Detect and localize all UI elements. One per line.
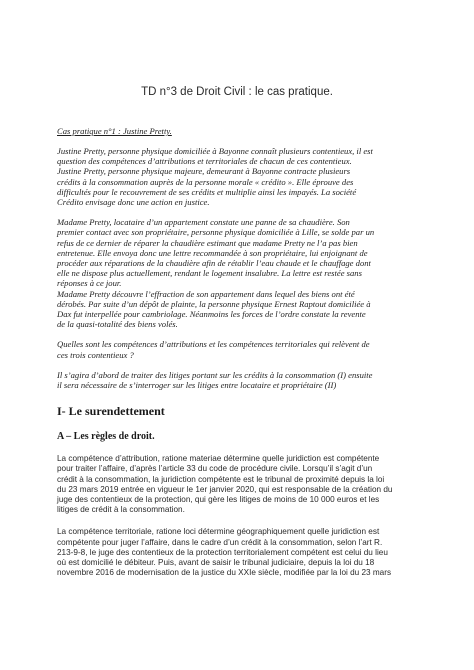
case-heading: Cas pratique n°1 : Justine Pretty. bbox=[57, 126, 172, 136]
document-title: TD n°3 de Droit Civil : le cas pratique. bbox=[141, 86, 333, 98]
case-text bbox=[57, 146, 417, 390]
text-line: réponses à ce jour. bbox=[57, 278, 122, 289]
text-line: question des compétences d’attributions et territoriales de chacun de ces contentieux. bbox=[57, 156, 352, 167]
text-line: difficultés pour le recouvrement de ses crédits et multiplie ainsi les impayés. La société bbox=[57, 186, 357, 197]
case-paragraph bbox=[57, 370, 417, 390]
text-line: refus de ce dernier de réparer la chaudière estimant que madame Pretty ne l’a pas bien bbox=[57, 237, 358, 248]
subsection-heading: A – Les règles de droit. bbox=[57, 431, 155, 443]
text-line: procéder aux réparations de la chaudière afin de rétablir l’eau chaude et le chauffage dont bbox=[57, 258, 371, 269]
text-line: litiges de crédit à la consommation. bbox=[57, 505, 185, 515]
text-line: Il s’agira d’abord de traiter des litiges portant sur les crédits à la consommation (I) ensuite bbox=[57, 369, 373, 380]
text-line: de la quasi-totalité des biens volés. bbox=[57, 319, 178, 330]
section-heading: I- Le surendettement bbox=[57, 404, 165, 419]
text-line: compétente pour juger l’affaire, dans le cadre d’un crédit à la consommation, selon l’art R. bbox=[57, 537, 383, 547]
text-line: premier contact avec son propriétaire, personne physique domiciliée à Lille, se solde par un bbox=[57, 227, 375, 238]
text-line: La compétence d’attribution, ratione materiae détermine quelle juridiction est compétente bbox=[57, 454, 380, 464]
text-line: Crédito envisage donc une action en justice. bbox=[57, 197, 210, 208]
text-line: Justine Pretty, personne physique majeure, demeurant à Bayonne contracte plusieurs bbox=[57, 166, 351, 177]
text-line: Dax fut interpellée pour cambriolage. Néanmoins les forces de l’ordre constate la revente bbox=[57, 309, 366, 320]
text-line: crédit à la consommation, la juridiction compétente est le tribunal de proximité depuis la loi bbox=[57, 474, 385, 484]
text-line: La compétence territoriale, ratione loci détermine géographiquement quelle juridiction est bbox=[57, 527, 380, 537]
text-line: Justine Pretty, personne physique domiciliée à Bayonne connaît plusieurs contentieux, il est bbox=[57, 146, 373, 156]
text-line: entretenue. Elle envoya donc une lettre recommandée à son propriétaire, lui enjoignant de bbox=[57, 247, 368, 258]
text-line: 213-9-8, le juge des contentieux de la protection territorialement compétent est celui du lieu bbox=[57, 547, 388, 557]
text-line: novembre 2016 de modernisation de la justice du XXIe siècle, modifiée par la loi du 23 mars bbox=[57, 568, 392, 578]
body-paragraph bbox=[57, 454, 417, 515]
text-line: du 23 mars 2019 entrée en vigueur le 1er janvier 2020, qui est responsable de la création du bbox=[57, 484, 393, 494]
text-line: Madame Pretty découvre l’effraction de son appartement dans lequel des biens ont été bbox=[57, 288, 355, 299]
case-paragraph bbox=[57, 339, 417, 359]
text-line: elle ne dispose plus actuellement, rendant le logement insalubre. La lettre est restée sans bbox=[57, 268, 362, 279]
text-line: Madame Pretty, locataire d’un appartement constate une panne de sa chaudière. Son bbox=[57, 217, 350, 228]
text-line: dérobés. Par suite d’un dépôt de plainte, la personne physique Ernest Raptout domiciliée à bbox=[57, 298, 371, 309]
text-line: il sera nécessaire de s’interroger sur les litiges entre locataire et propriétaire (II) bbox=[57, 380, 337, 391]
text-line: crédits à la consommation auprès de la personne morale « crédito ». Elle éprouve des bbox=[57, 176, 354, 187]
text-line: où est domicilié le débiteur. Puis, avant de saisir le tribunal judiciaire, depuis la loi du 18 bbox=[57, 558, 375, 568]
text-line: juge des contentieux de la protection, qui gère les litiges de moins de 10 000 euros et les bbox=[57, 495, 380, 505]
case-paragraph bbox=[57, 217, 417, 329]
body-text bbox=[57, 454, 417, 578]
case-paragraph bbox=[57, 146, 417, 207]
text-line: Quelles sont les compétences d’attributions et les compétences territoriales qui relèvent de bbox=[57, 339, 370, 350]
text-line: pour traiter l’affaire, d’après l’article 33 du code de procédure civile. Lorsqu’il s’agit d’un bbox=[57, 464, 373, 474]
text-line: ces trois contentieux ? bbox=[57, 349, 134, 360]
body-paragraph bbox=[57, 527, 417, 578]
